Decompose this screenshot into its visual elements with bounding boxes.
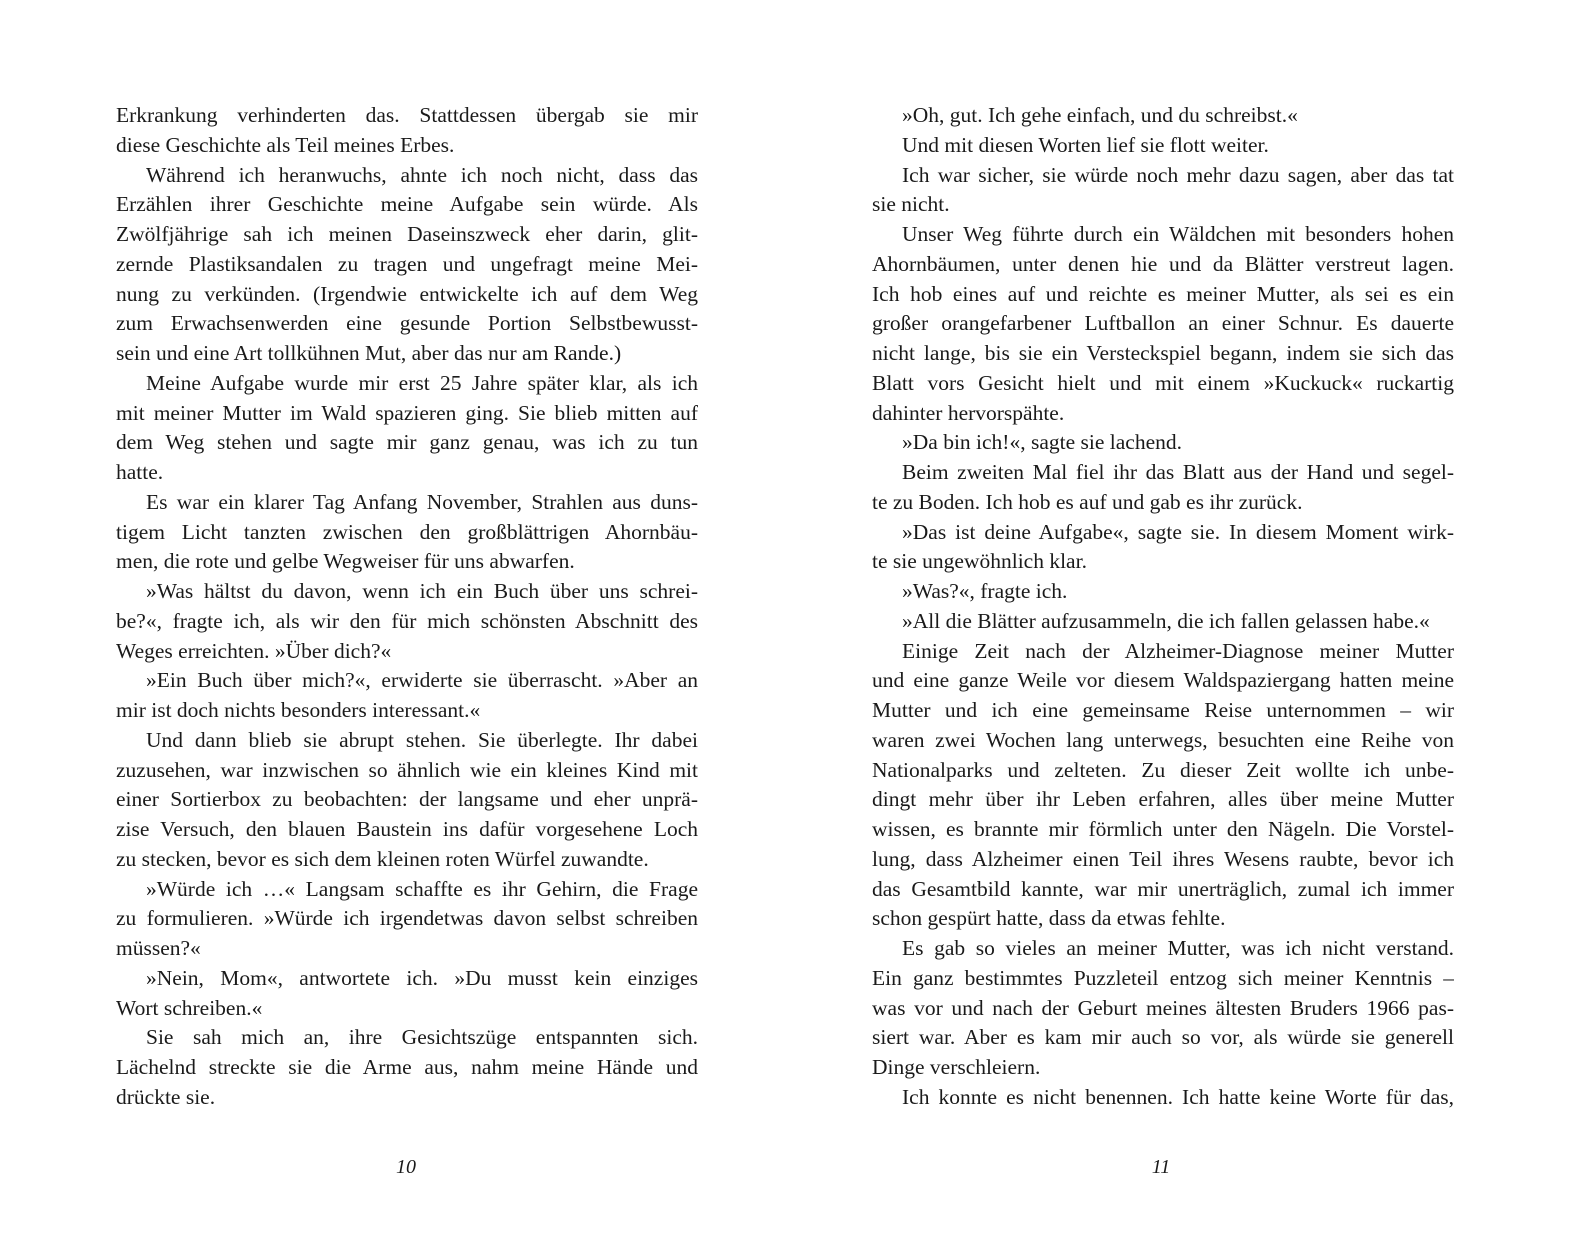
text-line: Ahornbäumen, unter denen hie und da Blätter verstreut lagen. — [872, 251, 1454, 276]
text-line: »All die Blätter aufzusammeln, die ich fallen gelassen habe.« — [902, 608, 1430, 633]
text-line: schon gespürt hatte, dass da etwas fehlte. — [872, 906, 1226, 931]
text-line: Sie sah mich an, ihre Gesichtszüge entspannten sich. — [146, 1025, 698, 1050]
text-line: be?«, fragte ich, als wir den für mich schönsten Abschnitt des — [116, 608, 698, 633]
text-line: Mutter und ich eine gemeinsame Reise unternommen – wir — [872, 698, 1454, 722]
text-line: »Was?«, fragte ich. — [902, 579, 1068, 603]
left-page-number: 10 — [396, 1156, 416, 1178]
text-line: Dinge verschleiern. — [872, 1055, 1041, 1079]
text-line: großer orangefarbener Luftballon an einer Schnur. Es dauerte — [872, 311, 1454, 336]
text-line: Wort schreiben.« — [116, 995, 263, 1020]
text-line: nicht lange, bis sie ein Versteckspiel begann, indem sie sich das — [872, 341, 1454, 365]
text-line: Erkrankung verhinderten das. Stattdessen übergab sie mir — [116, 103, 698, 127]
text-line: Ein ganz bestimmtes Puzzleteil entzog sich meiner Kenntnis – — [872, 965, 1454, 990]
text-line: hatte. — [116, 460, 164, 484]
text-line: zise Versuch, den blauen Baustein ins dafür vorgesehene Loch — [116, 817, 698, 841]
text-line: Beim zweiten Mal fiel ihr das Blatt aus der Hand und segel- — [902, 460, 1454, 484]
left-page-text — [116, 101, 698, 1113]
text-line: zuzusehen, war inzwischen so ähnlich wie ein kleines Kind mit — [116, 757, 698, 782]
text-line: lung, dass Alzheimer einen Teil ihres Wesens raubte, bevor ich — [872, 846, 1454, 871]
text-line: Nationalparks und zelteten. Zu dieser Zeit wollte ich unbe- — [872, 757, 1454, 782]
text-line: »Nein, Mom«, antwortete ich. »Du musst kein einziges — [146, 965, 698, 990]
text-line: diese Geschichte als Teil meines Erbes. — [116, 132, 455, 157]
text-line: »Würde ich …« Langsam schaffte es ihr Gehirn, die Frage — [146, 876, 698, 901]
text-line: was vor und nach der Geburt meines ältesten Bruders 1966 pas- — [872, 995, 1454, 1020]
text-line: und eine ganze Weile vor diesem Waldspaziergang hatten meine — [872, 668, 1454, 693]
text-line: das Gesamtbild kannte, war mir unerträglich, zumal ich immer — [872, 876, 1454, 901]
text-line: Erzählen ihrer Geschichte meine Aufgabe sein würde. Als — [116, 192, 698, 217]
text-line: Lächelnd streckte sie die Arme aus, nahm meine Hände und — [116, 1055, 698, 1079]
text-line: Weges erreichten. »Über dich?« — [116, 638, 392, 663]
text-line: zu stecken, bevor es sich dem kleinen roten Würfel zuwandte. — [116, 846, 649, 871]
text-line: Ich hob eines auf und reichte es meiner Mutter, als sei es ein — [872, 281, 1454, 306]
text-line: einer Sortierbox zu beobachten: der langsame und eher unprä- — [116, 787, 698, 812]
text-line: Ich konnte es nicht benennen. Ich hatte keine Worte für das, — [902, 1084, 1454, 1109]
text-line: »Ein Buch über mich?«, erwiderte sie überrascht. »Aber an — [146, 668, 698, 693]
text-line: waren zwei Wochen lang unterwegs, besuchten eine Reihe von — [872, 727, 1454, 752]
text-line: drückte sie. — [116, 1084, 216, 1109]
text-line: Einige Zeit nach der Alzheimer-Diagnose meiner Mutter — [902, 638, 1454, 663]
text-line: »Oh, gut. Ich gehe einfach, und du schreibst.« — [902, 103, 1298, 127]
text-line: mir ist doch nichts besonders interessant.« — [116, 698, 481, 722]
text-line: te sie ungewöhnlich klar. — [872, 549, 1087, 574]
text-line: Und mit diesen Worten lief sie flott weiter. — [902, 132, 1269, 157]
text-line: Meine Aufgabe wurde mir erst 25 Jahre später klar, als ich — [146, 370, 698, 395]
text-line: Während ich heranwuchs, ahnte ich noch nicht, dass das — [146, 162, 698, 187]
text-line: nung zu verkünden. (Irgendwie entwickelte ich auf dem Weg — [116, 281, 698, 306]
text-line: dem Weg stehen und sagte mir ganz genau, was ich zu tun — [116, 430, 698, 455]
text-line: »Da bin ich!«, sagte sie lachend. — [902, 430, 1183, 455]
text-line: wissen, es brannte mir förmlich unter den Nägeln. Die Vorstel- — [872, 817, 1454, 841]
text-line: Und dann blieb sie abrupt stehen. Sie überlegte. Ihr dabei — [146, 727, 698, 752]
right-page-text — [872, 101, 1454, 1113]
text-line: men, die rote und gelbe Wegweiser für uns abwarfen. — [116, 549, 575, 574]
text-line: zu formulieren. »Würde ich irgendetwas davon selbst schreiben — [116, 906, 698, 931]
text-line: sein und eine Art tollkühnen Mut, aber das nur am Rande.) — [116, 341, 622, 365]
text-line: zernde Plastiksandalen zu tragen und ungefragt meine Mei- — [116, 251, 698, 276]
text-line: tigem Licht tanzten zwischen den großblättrigen Ahornbäu- — [116, 519, 698, 544]
text-line: te zu Boden. Ich hob es auf und gab es ihr zurück. — [872, 489, 1303, 514]
text-line: mit meiner Mutter im Wald spazieren ging. Sie blieb mitten auf — [116, 400, 698, 425]
text-line: Blatt vors Gesicht hielt und mit einem »Kuckuck« ruckartig — [872, 370, 1454, 395]
text-line: dingt mehr über ihr Leben erfahren, alles über meine Mutter — [872, 787, 1454, 812]
text-line: zum Erwachsenwerden eine gesunde Portion Selbstbewusst- — [116, 311, 698, 336]
text-line: siert war. Aber es kam mir auch so vor, als würde sie generell — [872, 1025, 1454, 1050]
right-page-number: 11 — [1151, 1156, 1171, 1178]
text-line: »Das ist deine Aufgabe«, sagte sie. In diesem Moment wirk- — [902, 519, 1454, 544]
text-line: Ich war sicher, sie würde noch mehr dazu sagen, aber das tat — [902, 162, 1454, 187]
text-line: dahinter hervorspähte. — [872, 400, 1065, 425]
text-line: Es gab so vieles an meiner Mutter, was ich nicht verstand. — [902, 936, 1454, 960]
text-line: Unser Weg führte durch ein Wäldchen mit besonders hohen — [902, 222, 1454, 246]
text-line: Zwölfjährige sah ich meinen Daseinszweck eher darin, glit- — [116, 222, 698, 246]
text-line: »Was hältst du davon, wenn ich ein Buch über uns schrei- — [146, 579, 698, 603]
text-line: sie nicht. — [872, 192, 950, 217]
text-line: müssen?« — [116, 936, 201, 960]
text-line: Es war ein klarer Tag Anfang November, Strahlen aus duns- — [146, 489, 698, 514]
